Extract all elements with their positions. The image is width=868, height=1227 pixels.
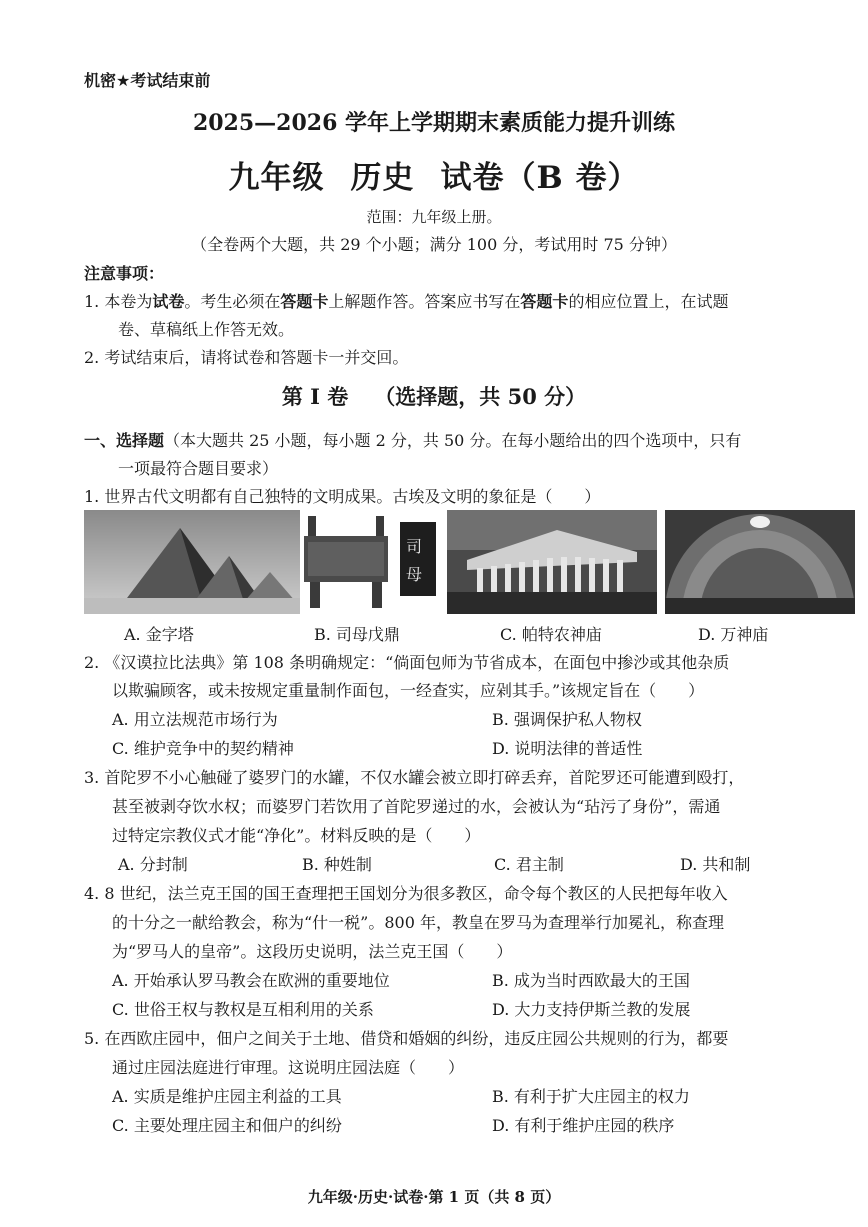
question-5-stem: 5. 在西欧庄园中，佃户之间关于土地、借贷和婚姻的纠纷，违反庄园公共规则的行为，都要 — [84, 1029, 729, 1048]
q2-option-d[interactable]: D. 说明法律的普适性 — [492, 739, 643, 758]
grade-label: 九年级 — [228, 160, 325, 196]
q4-option-a[interactable]: A. 开始承认罗马教会在欧洲的重要地位 — [112, 971, 390, 990]
q3-option-a[interactable]: A. 分封制 — [118, 855, 188, 874]
q3-option-c[interactable]: C. 君主制 — [494, 855, 564, 874]
section-intro-text: （本大题共 25 小题，每小题 2 分，共 50 分。在每小题给出的四个选项中，只有 — [164, 431, 742, 450]
q1-option-c[interactable]: C. 帕特农神庙 — [500, 625, 602, 644]
svg-text:母: 母 — [406, 565, 423, 584]
question-3-stem-cont-1: 甚至被剥夺饮水权；而婆罗门若饮用了首陀罗递过的水，会被认为“玷污了身份”，需通 — [112, 797, 721, 816]
parthenon-image — [447, 510, 657, 614]
subject-label: 历史 — [350, 160, 415, 196]
question-4-stem-cont-2: 为“罗马人的皇帝”。这段历史说明，法兰克王国（ ） — [112, 942, 513, 961]
question-4-stem-cont-1: 的十分之一献给教会，称为“什一税”。800 年，教皇在罗马为查理举行加冕礼，称查理 — [112, 913, 724, 932]
exam-subtitle — [0, 152, 868, 197]
question-1-stem: 1. 世界古代文明都有自己独特的文明成果。古埃及文明的象征是（ ） — [84, 487, 601, 506]
notice-text: 的相应位置上，在试题 — [568, 292, 729, 311]
q5-option-b[interactable]: B. 有利于扩大庄园主的权力 — [492, 1087, 690, 1106]
section-desc: （选择题，共 50 分） — [374, 384, 587, 409]
notice-item-1 — [84, 289, 728, 312]
q2-option-c[interactable]: C. 维护竞争中的契约精神 — [112, 739, 294, 758]
exam-scope: 范围：九年级上册。 — [366, 208, 502, 226]
notice-bold: 答题卡 — [520, 292, 569, 311]
confidential-label: 机密★考试结束前 — [84, 71, 211, 90]
section-intro-bold: 一、选择题 — [84, 431, 165, 450]
question-2-stem: 2. 《汉谟拉比法典》第 108 条明确规定：“倘面包师为节省成本，在面包中掺沙或其他杂质 — [84, 653, 730, 672]
q5-option-d[interactable]: D. 有利于维护庄园的秩序 — [492, 1116, 675, 1135]
section-intro — [84, 428, 741, 451]
question-2-stem-cont: 以欺骗顾客，或未按规定重量制作面包，一经查实，应剁其手。”该规定旨在（ ） — [112, 681, 705, 700]
exam-info: （全卷两个大题，共 29 个小题；满分 100 分，考试用时 75 分钟） — [191, 235, 677, 254]
paper-label: 试卷（B 卷） — [440, 160, 640, 196]
q5-option-a[interactable]: A. 实质是维护庄园主利益的工具 — [112, 1087, 342, 1106]
q2-option-a[interactable]: A. 用立法规范市场行为 — [112, 710, 278, 729]
question-4-stem: 4. 8 世纪，法兰克王国的国王查理把王国划分为很多教区，命令每个教区的人民把每年收入 — [84, 884, 728, 903]
question-5-stem-cont: 通过庄园法庭进行审理。这说明庄园法庭（ ） — [112, 1058, 465, 1077]
q4-option-d[interactable]: D. 大力支持伊斯兰教的发展 — [492, 1000, 691, 1019]
notice-bold: 试卷 — [152, 292, 185, 311]
q3-option-d[interactable]: D. 共和制 — [680, 855, 751, 874]
q1-option-d[interactable]: D. 万神庙 — [698, 625, 769, 644]
notice-heading: 注意事项： — [84, 264, 165, 283]
notice-text: 上解题作答。答案应书写在 — [328, 292, 521, 311]
pyramids-image — [84, 510, 300, 614]
pantheon-image — [665, 510, 855, 614]
q4-option-c[interactable]: C. 世俗王权与教权是互相利用的关系 — [112, 1000, 374, 1019]
section-part: 第 I 卷 — [281, 384, 349, 409]
q4-option-b[interactable]: B. 成为当时西欧最大的王国 — [492, 971, 690, 990]
notice-bold: 答题卡 — [280, 292, 329, 311]
section-intro-cont: 一项最符合题目要求） — [118, 459, 279, 478]
notice-text: 。考生必须在 — [184, 292, 281, 311]
svg-text:司: 司 — [406, 537, 423, 556]
notice-item-2: 2. 考试结束后，请将试卷和答题卡一并交回。 — [84, 348, 409, 367]
ding-image — [300, 510, 440, 614]
q3-option-b[interactable]: B. 种姓制 — [302, 855, 372, 874]
page-footer: 九年级·历史·试卷·第 1 页（共 8 页） — [307, 1188, 561, 1206]
section-heading — [0, 381, 868, 411]
q1-option-b[interactable]: B. 司母戊鼎 — [314, 625, 400, 644]
q5-option-c[interactable]: C. 主要处理庄园主和佃户的纠纷 — [112, 1116, 342, 1135]
question-3-stem-cont-2: 过特定宗教仪式才能“净化”。材料反映的是（ ） — [112, 826, 481, 845]
q1-option-a[interactable]: A. 金字塔 — [124, 625, 194, 644]
notice-text: 1. 本卷为 — [84, 292, 153, 311]
question-3-stem: 3. 首陀罗不小心触碰了婆罗门的水罐，不仅水罐会被立即打碎丢弃，首陀罗还可能遭到殴打， — [84, 768, 745, 787]
q2-option-b[interactable]: B. 强调保护私人物权 — [492, 710, 642, 729]
exam-title: 2025—2026 学年上学期期末素质能力提升训练 — [192, 110, 676, 136]
notice-item-1-cont: 卷、草稿纸上作答无效。 — [118, 320, 295, 339]
